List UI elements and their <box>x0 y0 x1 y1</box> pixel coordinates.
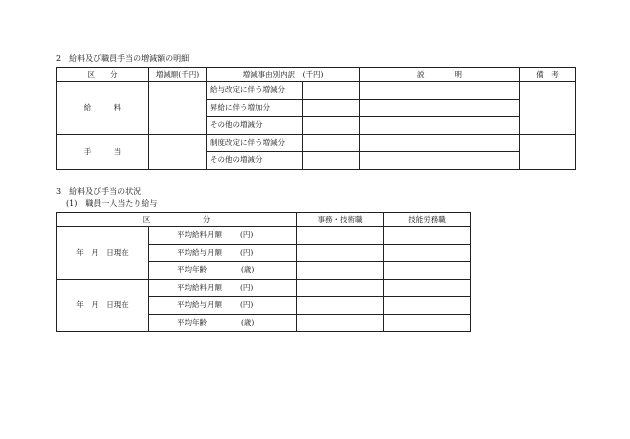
item-label: その他の増減分 <box>207 152 303 170</box>
header-category: 区 分 <box>57 213 297 227</box>
table-row <box>57 279 471 297</box>
cell-explanation[interactable] <box>360 134 520 152</box>
per-capita-salary-table <box>56 212 471 332</box>
cell-value[interactable] <box>384 244 471 262</box>
cell-explanation[interactable] <box>360 117 520 135</box>
category-allowance: 手 当 <box>57 134 149 169</box>
item-label: 平均年齢 (歳) <box>149 262 297 280</box>
cell-value[interactable] <box>303 152 360 170</box>
item-label: 平均年齢 (歳) <box>149 314 297 332</box>
item-label: 平均給料月額 (円) <box>149 279 297 297</box>
cell-value[interactable] <box>297 262 384 280</box>
cell-value[interactable] <box>384 262 471 280</box>
table-header-row <box>57 213 471 227</box>
item-label: その他の増減分 <box>207 117 303 135</box>
cell-value[interactable] <box>303 134 360 152</box>
cell-value[interactable] <box>384 297 471 315</box>
table-row <box>57 134 576 152</box>
item-label: 昇給に伴う増加分 <box>207 99 303 117</box>
cell-value[interactable] <box>303 82 360 100</box>
table-row <box>57 82 576 100</box>
cell-value[interactable] <box>297 279 384 297</box>
header-change-amount: 増減額(千円) <box>149 68 207 82</box>
cell-explanation[interactable] <box>360 99 520 117</box>
cell-amount[interactable] <box>149 82 207 135</box>
cell-value[interactable] <box>297 297 384 315</box>
cell-value[interactable] <box>384 314 471 332</box>
table-header-row <box>57 68 576 82</box>
cell-explanation[interactable] <box>360 152 520 170</box>
date-label: 年 月 日現在 <box>57 227 149 280</box>
item-label: 平均給与月額 (円) <box>149 244 297 262</box>
cell-value[interactable] <box>297 314 384 332</box>
cell-amount[interactable] <box>149 134 207 169</box>
cell-value[interactable] <box>297 244 384 262</box>
category-salary: 給 料 <box>57 82 149 135</box>
header-skilled-labor: 技能労務職 <box>384 213 471 227</box>
header-category: 区 分 <box>57 68 149 82</box>
cell-explanation[interactable] <box>360 82 520 100</box>
section3-heading: 3 給料及び手当の状況 <box>56 187 142 196</box>
section2-heading: 2 給料及び職員手当の増減額の明細 <box>56 54 190 63</box>
table-row <box>57 227 471 245</box>
cell-remarks[interactable] <box>520 134 576 169</box>
salary-change-table <box>56 67 576 170</box>
item-label: 給与改定に伴う増減分 <box>207 82 303 100</box>
date-label: 年 月 日現在 <box>57 279 149 332</box>
item-label: 平均給料月額 (円) <box>149 227 297 245</box>
item-label: 制度改定に伴う増減分 <box>207 134 303 152</box>
item-label: 平均給与月額 (円) <box>149 297 297 315</box>
header-office-technical: 事務・技術職 <box>297 213 384 227</box>
cell-value[interactable] <box>384 227 471 245</box>
cell-value[interactable] <box>384 279 471 297</box>
cell-value[interactable] <box>303 99 360 117</box>
cell-remarks[interactable] <box>520 82 576 135</box>
header-remarks: 備 考 <box>520 68 576 82</box>
header-breakdown: 増減事由別内訳 (千円) <box>207 68 360 82</box>
cell-value[interactable] <box>303 117 360 135</box>
cell-value[interactable] <box>297 227 384 245</box>
section3-subheading: (1) 職員一人当たり給与 <box>66 199 158 208</box>
header-explanation: 説 明 <box>360 68 520 82</box>
